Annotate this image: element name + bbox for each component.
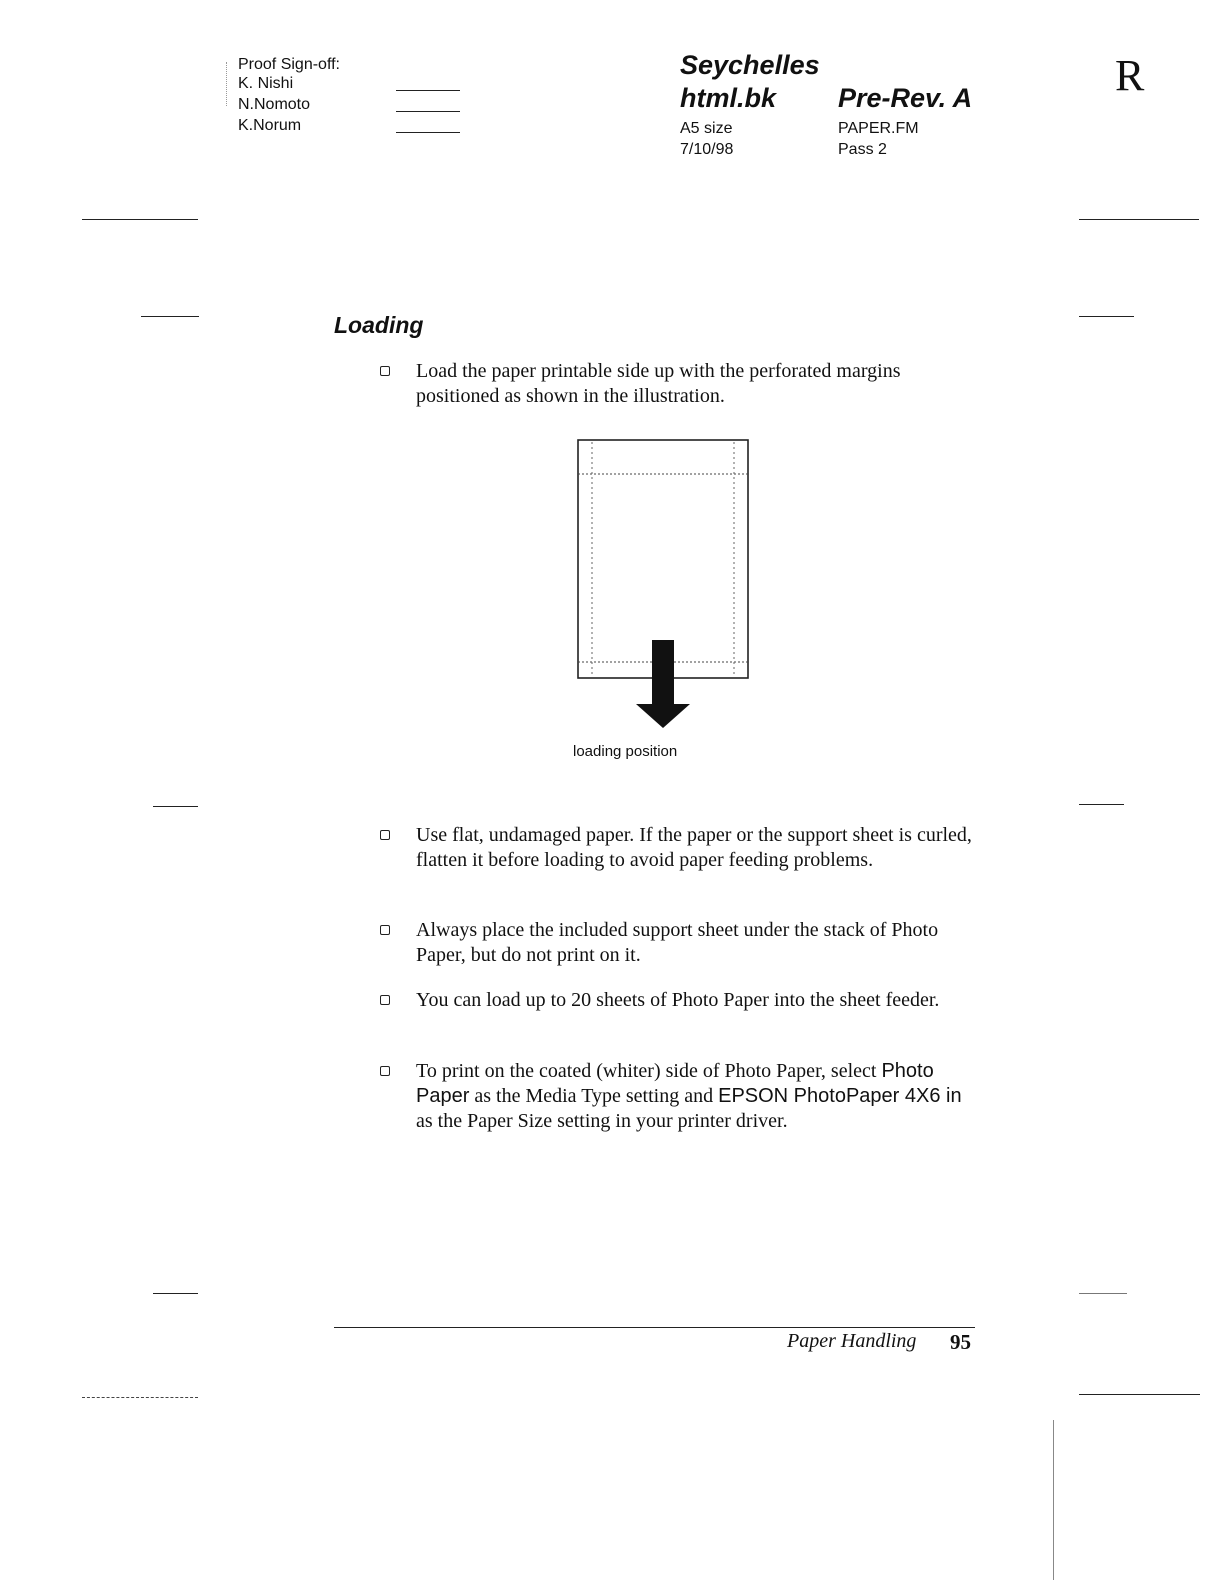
crop-mark xyxy=(82,219,198,220)
signature-line xyxy=(396,90,460,91)
signature-line xyxy=(396,111,460,112)
bullet-text-part: To print on the coated (whiter) side of Photo Paper, select xyxy=(416,1060,877,1082)
media-type-value: Photo Paper xyxy=(416,1060,934,1107)
pass: Pass 2 xyxy=(838,141,887,158)
margin-mark xyxy=(226,62,227,106)
signoff-title: Proof Sign-off: xyxy=(238,56,340,73)
bullet-text: Load the paper printable side up with the perforated margins positioned as shown in the illustration. xyxy=(416,360,901,407)
signoff-name: N.Nomoto xyxy=(238,96,311,113)
section-title: Loading xyxy=(334,312,424,338)
checkbox-bullet-icon xyxy=(380,1066,390,1076)
bullet-text xyxy=(416,1059,978,1134)
checkbox-bullet-icon xyxy=(380,995,390,1005)
checkbox-bullet-icon xyxy=(380,830,390,840)
paper-loading-illustration xyxy=(570,432,760,732)
crop-mark xyxy=(1079,1293,1127,1294)
crop-mark xyxy=(82,1397,198,1398)
bullet-text: Always place the included support sheet under the stack of Photo Paper, but do not print on it. xyxy=(416,919,939,966)
signoff-name: K.Norum xyxy=(238,117,302,134)
page-size: A5 size xyxy=(680,120,733,137)
checkbox-bullet-icon xyxy=(380,366,390,376)
crop-mark xyxy=(1079,804,1124,805)
bullet-text-part: as the Paper Size setting in your printer driver. xyxy=(416,1110,788,1132)
bullet-text: You can load up to 20 sheets of Photo Paper into the sheet feeder. xyxy=(416,989,940,1011)
crop-mark xyxy=(1079,316,1134,317)
paper-size-value: EPSON PhotoPaper 4X6 in xyxy=(718,1085,962,1107)
down-arrow-icon xyxy=(636,640,690,728)
signature-line xyxy=(396,132,460,133)
date: 7/10/98 xyxy=(680,141,734,158)
bullet-text: Use flat, undamaged paper. If the paper or the support sheet is curled, flatten it before loading to avoid paper feeding problems. xyxy=(416,824,972,871)
bullet-text-part: as the Media Type setting and xyxy=(474,1085,714,1107)
corner-letter: R xyxy=(1115,51,1145,100)
crop-mark xyxy=(1079,219,1199,220)
crop-mark xyxy=(153,806,198,807)
book-name: html.bk xyxy=(680,83,777,113)
revision: Pre-Rev. A xyxy=(838,83,973,113)
footer-chapter-title: Paper Handling xyxy=(787,1330,917,1352)
page-number: 95 xyxy=(950,1330,971,1354)
signoff-name: K. Nishi xyxy=(238,75,294,92)
checkbox-bullet-icon xyxy=(380,925,390,935)
crop-mark xyxy=(141,316,199,317)
illustration-caption: loading position xyxy=(573,743,678,760)
footer-rule xyxy=(334,1327,975,1328)
margin-mark xyxy=(1053,1420,1054,1580)
project-name: Seychelles xyxy=(680,50,820,80)
crop-mark xyxy=(1079,1394,1200,1395)
file-name: PAPER.FM xyxy=(838,120,919,137)
crop-mark xyxy=(153,1293,198,1294)
